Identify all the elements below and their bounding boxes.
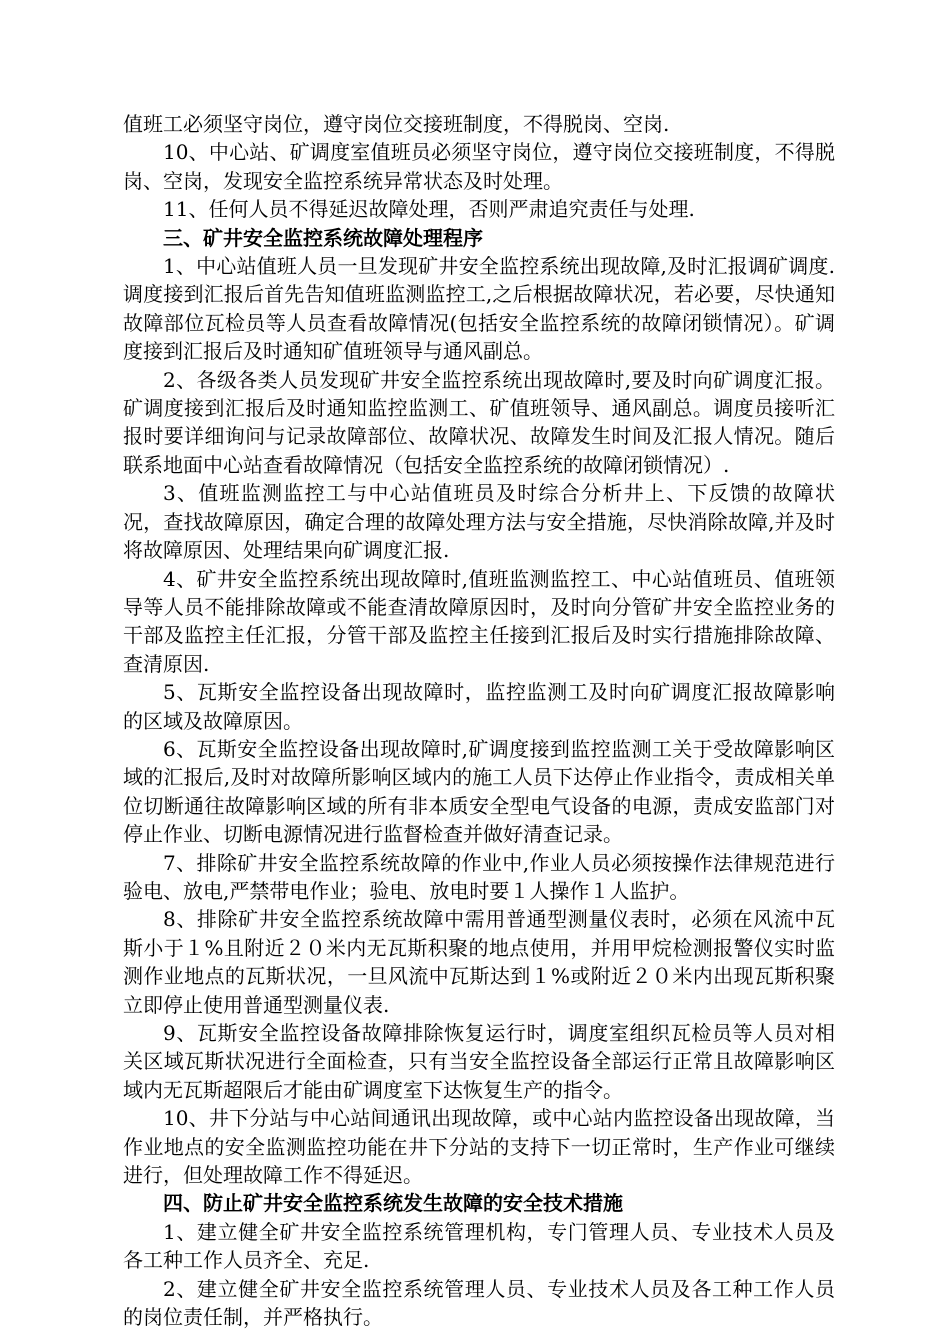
paragraph-procedure-2: 2、各级各类人员发现矿井安全监控系统出现故障时,要及时向矿调度汇报。矿调度接到汇报后及时通知监控监测工、矿值班领导、通风副总。调度员接听汇报时要详细询问与记录故障部位、故障状况、故障发生时间及汇报人情况。随后联系地面中心站查看故障情况（包括安全监控系统的故障闭锁情况）. [123,367,835,477]
paragraph-procedure-6: 6、瓦斯安全监控设备出现故障时,矿调度接到监控监测工关于受故障影响区域的汇报后,及时对故障所影响区域内的施工人员下达停止作业指令，责成相关单位切断通往故障影响区域的所有非本质安全型电气设备的电源，责成安监部门对停止作业、切断电源情况进行监督检查并做好清查记录。 [123,736,835,847]
paragraph-procedure-4: 4、矿井安全监控系统出现故障时,值班监测监控工、中心站值班员、值班领导等人员不能排除故障或不能查清故障原因时，及时向分管矿井安全监控业务的干部及监控主任汇报，分管干部及监控主任接到汇报后及时实行措施排除故障、查清原因. [123,566,835,676]
paragraph-item-11: 11、任何人员不得延迟故障处理，否则严肃追究责任与处理. [163,197,695,222]
paragraph-procedure-9: 9、瓦斯安全监控设备故障排除恢复运行时，调度室组织瓦检员等人员对相关区域瓦斯状况进行全面检查，只有当安全监控设备全部运行正常且故障影响区域内无瓦斯超限后才能由矿调度室下达恢复生产的指令。 [123,1021,835,1102]
paragraph-procedure-3: 3、值班监测监控工与中心站值班员及时综合分析井上、下反馈的故障状况，查找故障原因，确定合理的故障处理方法与安全措施，尽快消除故障,并及时将故障原因、处理结果向矿调度汇报. [123,481,835,563]
paragraph-procedure-7: 7、排除矿井安全监控系统故障的作业中,作业人员必须按操作法律规范进行验电、放电,严禁带电作业；验电、放电时要１人操作１人监护。 [123,850,835,903]
paragraph-continued-duty: 值班工必须坚守岗位，遵守岗位交接班制度，不得脱岗、空岗. [123,112,670,136]
section-heading-4: 四、防止矿井安全监控系统发生故障的安全技术措施 [163,1191,623,1216]
paragraph-procedure-10: 10、井下分站与中心站间通讯出现故障，或中心站内监控设备出现故障，当作业地点的安全监测监控功能在井下分站的支持下一切正常时，生产作业可继续进行，但处理故障工作不得延迟。 [123,1106,835,1188]
document-page [123,110,835,1331]
section-heading-3: 三、矿井安全监控系统故障处理程序 [163,225,483,250]
paragraph-procedure-8: 8、排除矿井安全监控系统故障中需用普通型测量仪表时，必须在风流中瓦斯小于１%且附近２０米内无瓦斯积聚的地点使用，并用甲烷检测报警仪实时监测作业地点的瓦斯状况，一旦风流中瓦斯达到１%或附近２０米内出现瓦斯积聚立即停止使用普通型测量仪表. [123,907,835,1017]
paragraph-measure-1: 1、建立健全矿井安全监控系统管理机构，专门管理人员、专业技术人员及各工种工作人员齐全、充足. [123,1219,835,1273]
paragraph-item-10: 10、中心站、矿调度室值班员必须坚守岗位，遵守岗位交接班制度，不得脱岗、空岗，发现安全监控系统异常状态及时处理。 [123,140,835,193]
paragraph-measure-2: 2、建立健全矿井安全监控系统管理人员、专业技术人员及各工种工作人员的岗位责任制，并严格执行。 [123,1276,835,1330]
paragraph-procedure-5: 5、瓦斯安全监控设备出现故障时，监控监测工及时向矿调度汇报故障影响的区域及故障原因。 [123,680,835,733]
paragraph-procedure-1: 1、中心站值班人员一旦发现矿井安全监控系统出现故障,及时汇报调矿调度.调度接到汇报后首先告知值班监测监控工,之后根据故障状况，若必要，尽快通知故障部位瓦检员等人员查看故障情况(包括安全监控系统的故障闭锁情况）。矿调度接到汇报后及时通知矿值班领导与通风副总。 [123,254,835,364]
